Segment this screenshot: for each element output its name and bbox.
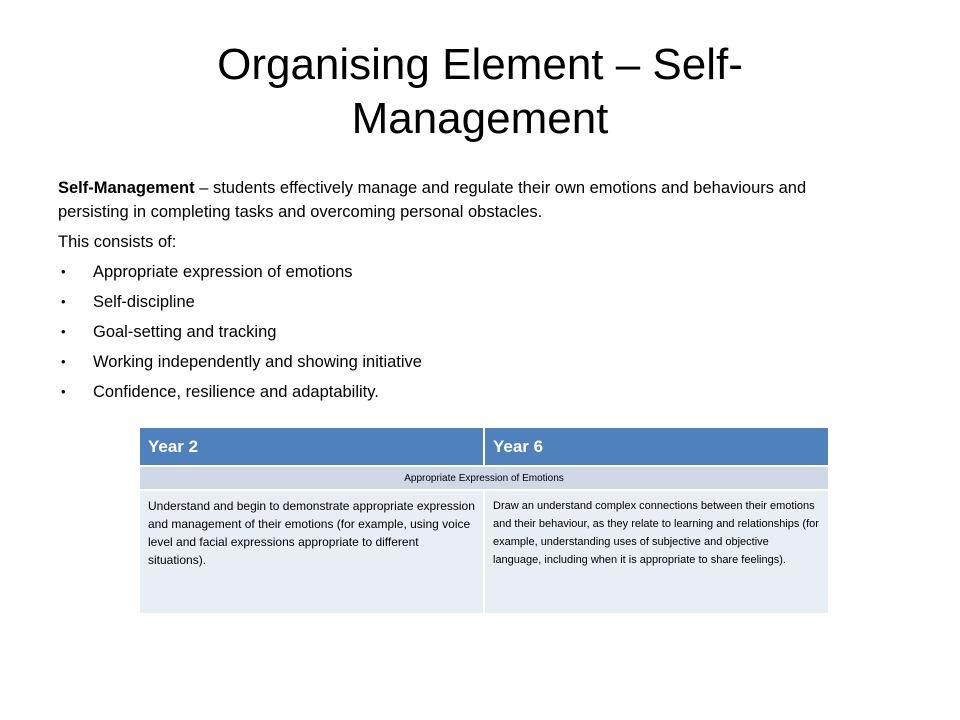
slide-title-line-2: Management [351, 94, 609, 143]
definition-term: Self-Management [58, 179, 195, 197]
column-header-year-2: Year 2 [140, 428, 484, 466]
table-row [140, 490, 828, 613]
slide-title-line-1: Organising Element – Self- [217, 40, 743, 89]
bullet-icon: • [61, 324, 66, 339]
slide-title [120, 38, 840, 146]
bullet-text: Goal-setting and tracking [93, 323, 277, 341]
definition-text: – students effectively manage and regulate their own emotions and behaviours and persisting in completing tasks and overcoming personal obstacles. [58, 179, 807, 221]
bullet-item [58, 260, 848, 284]
year-comparison-table [140, 428, 828, 613]
definition-paragraph [58, 176, 848, 224]
column-header-year-6: Year 6 [484, 428, 828, 466]
consists-of-label: This consists of: [58, 233, 177, 251]
bullet-text: Confidence, resilience and adaptability. [93, 383, 379, 401]
body-text [58, 176, 848, 410]
bullet-text: Self-discipline [93, 293, 195, 311]
bullet-icon: • [61, 384, 66, 399]
bullet-item [58, 350, 848, 374]
table-cell-year-2: Understand and begin to demonstrate appropriate expression and management of their emotions (for example, using voice level and facial expressions appropriate to different situations). [140, 490, 484, 613]
bullet-item [58, 290, 848, 314]
bullet-icon: • [61, 354, 66, 369]
bullet-text: Working independently and showing initiative [93, 353, 422, 371]
section-label: Appropriate Expression of Emotions [140, 466, 828, 490]
bullet-list [58, 260, 848, 404]
table-cell-year-6: Draw an understand complex connections between their emotions and their behaviour, as they relate to learning and relationships (for example, understanding uses of subjective and objective language, including when it is appropriate to share feelings). [484, 490, 828, 613]
bullet-icon: • [61, 294, 66, 309]
bullet-item [58, 320, 848, 344]
bullet-icon: • [61, 264, 66, 279]
bullet-item [58, 380, 848, 404]
bullet-text: Appropriate expression of emotions [93, 263, 353, 281]
table-section-row [140, 466, 828, 490]
table-header-row [140, 428, 828, 466]
